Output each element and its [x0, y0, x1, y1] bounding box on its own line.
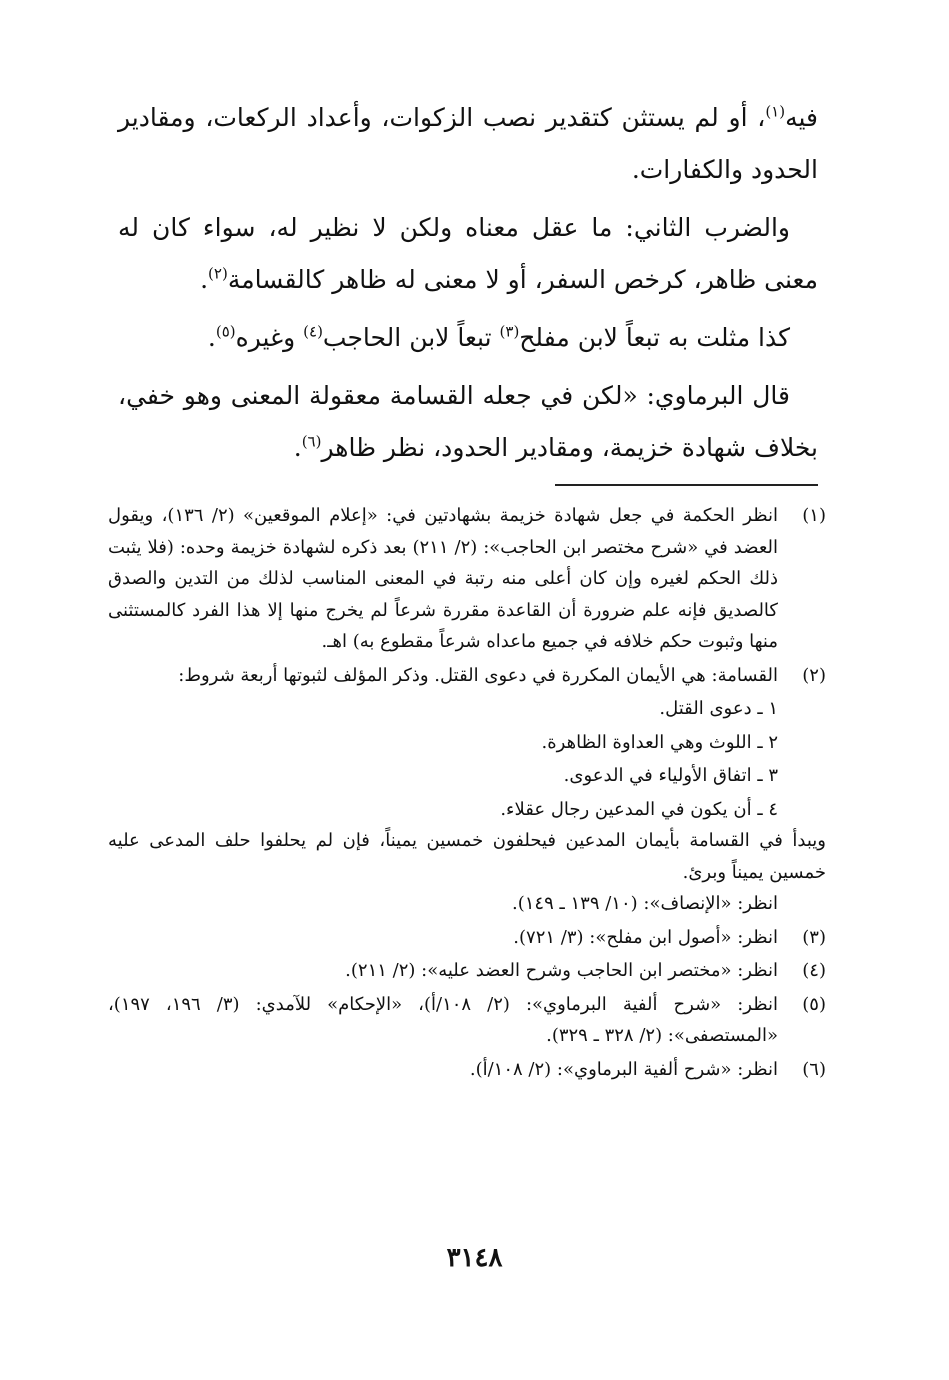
footnote-ref-3[interactable]: (٣): [499, 322, 520, 341]
footnote-text: انظر: «شرح ألفية البرماوي»: (٢/ ١٠٨/أ).: [469, 1058, 778, 1080]
page-number: ٣١٤٨: [446, 1243, 503, 1273]
paragraph-1-part-a: فيه: [785, 103, 818, 132]
paragraph-3-part-c: وغيره: [235, 323, 304, 352]
paragraph-4-part-b: .: [293, 433, 302, 462]
paragraph-3: [118, 312, 818, 364]
footnote-2: [108, 660, 826, 920]
paragraph-2-part-b: .: [200, 265, 209, 294]
footnote-5: [108, 989, 826, 1052]
footnote-number: (٤): [802, 960, 826, 981]
footnote-ref-2[interactable]: (٢): [208, 264, 228, 283]
footnote-3: [108, 922, 826, 954]
footnote-ref-1[interactable]: (١): [765, 102, 786, 121]
condition-item: ٣ ـ اتفاق الأولياء في الدعوى.: [563, 765, 778, 786]
paragraph-1-part-b: ، أو لم يستثن كتقدير نصب الزكوات، وأعداد الركعات، ومقادير الحدود والكفارات.: [118, 103, 818, 184]
footnotes: [108, 500, 826, 1087]
condition-item: ٤ ـ أن يكون في المدعين رجال عقلاء.: [500, 798, 778, 820]
footnote-number: (١): [802, 505, 826, 526]
footnote-ref-6[interactable]: (٦): [301, 432, 322, 451]
paragraph-2-part-a: والضرب الثاني: ما عقل معناه ولكن لا نظير له، سواء كان له معنى ظاهر، كرخص السفر، أو لا معنى له ظاهر كالقسامة: [118, 213, 818, 294]
paragraph-4: [118, 370, 818, 474]
footnote-text: انظر: «أصول ابن مفلح»: (٣/ ٧٢١).: [513, 926, 778, 948]
footnote-number: (٥): [802, 993, 826, 1015]
footnote-text: القسامة: هي الأيمان المكررة في دعوى القتل. وذكر المؤلف لثبوتها أربعة شروط:: [178, 664, 778, 686]
footnote-6: [108, 1054, 826, 1086]
footnote-number: (٢): [802, 664, 826, 686]
footnote-4: [108, 955, 826, 987]
main-text: [118, 92, 818, 480]
footnote-text: انظر: «شرح ألفية البرماوي»: (٢/ ١٠٨/أ)، «الإحكام» للآمدي: (٣/ ١٩٦، ١٩٧)، «المستصفى»: (٢/ ٣٢٨ ـ ٣٢٩).: [108, 993, 779, 1046]
footnote-body: [108, 660, 826, 920]
paragraph-2: [118, 202, 818, 306]
footnote-ref-4[interactable]: (٤): [303, 322, 323, 341]
footnote-ref-5[interactable]: (٥): [215, 322, 236, 341]
paragraph-3-part-d: .: [207, 323, 216, 352]
footnote-1: [108, 500, 826, 658]
footnote-text: انظر: «مختصر ابن الحاجب وشرح العضد عليه»: (٢/ ٢١١).: [345, 960, 778, 981]
paragraph-4-part-a: قال البرماوي: «لكن في جعله القسامة معقولة المعنى وهو خفي، بخلاف شهادة خزيمة، ومقادير الحدود، نظر ظاهر: [118, 381, 818, 462]
paragraph-3-part-b: تبعاً لابن الحاجب: [322, 323, 500, 352]
paragraph-1: [118, 92, 818, 196]
condition-item: ٢ ـ اللوث وهي العداوة الظاهرة.: [541, 731, 778, 753]
footnote-number: (٦): [802, 1058, 826, 1080]
footnote-extra-text: ويبدأ في القسامة بأيمان المدعين فيحلفون خمسين يميناً، فإن لم يحلفوا حلف المدعى عليه خمسين يميناً وبرئ.: [108, 830, 826, 883]
footnote-text: انظر الحكمة في جعل شهادة خزيمة بشهادتين في: «إعلام الموقعين» (٢/ ١٣٦)، ويقول العضد في «شرح مختصر ابن الحاجب»: (٢/ ٢١١) بعد ذكره لشهادة خزيمة وحده: (فلا يثبت ذلك الحكم لغيره وإن كان أعلى منه رتبة في المعنى المناسب لذلك من التدين والصدق كالصديق فإنه علم ضرورة أن القاعدة مقررة شرعاً لم يخرج منها إلا هذا الفرد كالمستثنى منها وثبوت حكم خلافه في جميع ماعداه شرعاً مقطوع به) اهـ.: [108, 505, 778, 652]
condition-item: ١ ـ دعوى القتل.: [659, 698, 778, 719]
footnote-reference: انظر: «الإنصاف»: (١٠/ ١٣٩ ـ ١٤٩).: [512, 893, 778, 914]
footnote-separator: [555, 484, 818, 486]
footnote-number: (٣): [802, 926, 826, 948]
paragraph-3-part-a: كذا مثلت به تبعاً لابن مفلح: [519, 323, 790, 352]
